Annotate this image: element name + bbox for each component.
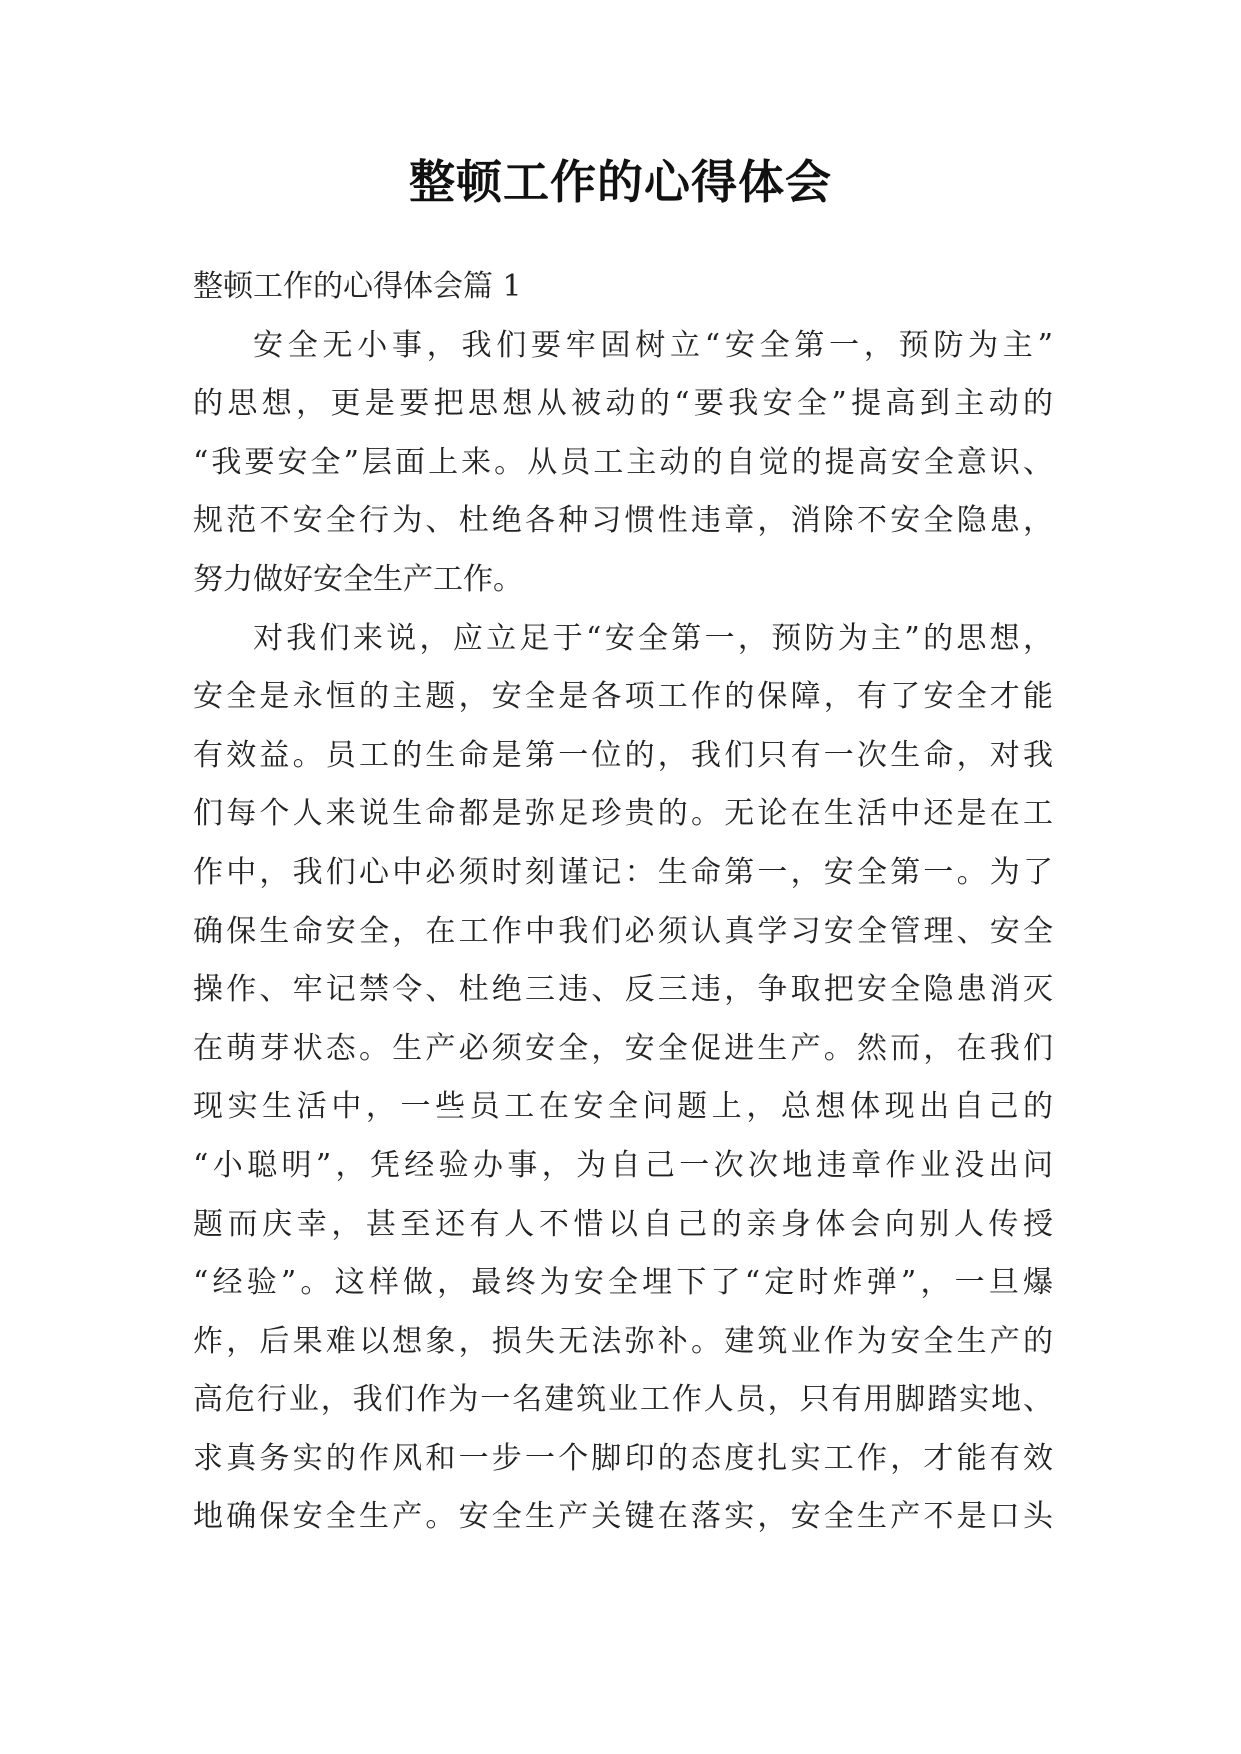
paragraph-line: 安全是永恒的主题，安全是各项工作的保障，有了安全才能 (193, 679, 1053, 715)
paragraph-2 (193, 610, 1053, 1548)
paragraph-line: 们每个人来说生命都是弥足珍贵的。无论在生活中还是在工 (193, 796, 1053, 832)
paragraph-line: 题而庆幸，甚至还有人不惜以自己的亲身体会向别人传授 (193, 1206, 1053, 1242)
paragraph-line: 炸，后果难以想象，损失无法弥补。建筑业作为安全生产的 (193, 1323, 1053, 1359)
paragraph-line: 的思想，更是要把思想从被动的“要我安全”提高到主动的 (193, 386, 1053, 422)
paragraph-line: 对我们来说，应立足于“安全第一，预防为主”的思想， (253, 620, 1053, 656)
paragraph-line: 求真务实的作风和一步一个脚印的态度扎实工作，才能有效 (193, 1440, 1053, 1476)
paragraph-line: “我要安全”层面上来。从员工主动的自觉的提高安全意识、 (193, 444, 1053, 480)
document-title: 整顿工作的心得体会 (409, 155, 832, 209)
paragraph-line: 确保生命安全，在工作中我们必须认真学习安全管理、安全 (193, 913, 1053, 949)
document-body (193, 258, 1053, 1547)
paragraph-line: 有效益。员工的生命是第一位的，我们只有一次生命，对我 (193, 737, 1053, 773)
paragraph-1 (193, 317, 1053, 610)
paragraph-line: “小聪明”，凭经验办事，为自己一次次地违章作业没出问 (193, 1147, 1053, 1183)
paragraph-line: 努力做好安全生产工作。 (193, 561, 523, 597)
paragraph-line: 在萌芽状态。生产必须安全，安全促进生产。然而，在我们 (193, 1030, 1053, 1066)
paragraph-line: 高危行业，我们作为一名建筑业工作人员，只有用脚踏实地、 (193, 1382, 1053, 1418)
paragraph-line: “经验”。这样做，最终为安全埋下了“定时炸弹”，一旦爆 (193, 1265, 1053, 1301)
section-heading: 整顿工作的心得体会篇 1 (193, 269, 522, 304)
paragraph-line: 规范不安全行为、杜绝各种习惯性违章，消除不安全隐患， (193, 503, 1053, 539)
paragraph-line: 作中，我们心中必须时刻谨记：生命第一，安全第一。为了 (193, 854, 1053, 890)
paragraph-line: 地确保安全生产。安全生产关键在落实，安全生产不是口头 (193, 1499, 1053, 1535)
paragraph-line: 操作、牢记禁令、杜绝三违、反三违，争取把安全隐患消灭 (193, 972, 1053, 1008)
paragraph-line: 现实生活中，一些员工在安全问题上，总想体现出自己的 (193, 1089, 1053, 1125)
paragraph-line: 安全无小事，我们要牢固树立“安全第一，预防为主” (253, 327, 1053, 363)
